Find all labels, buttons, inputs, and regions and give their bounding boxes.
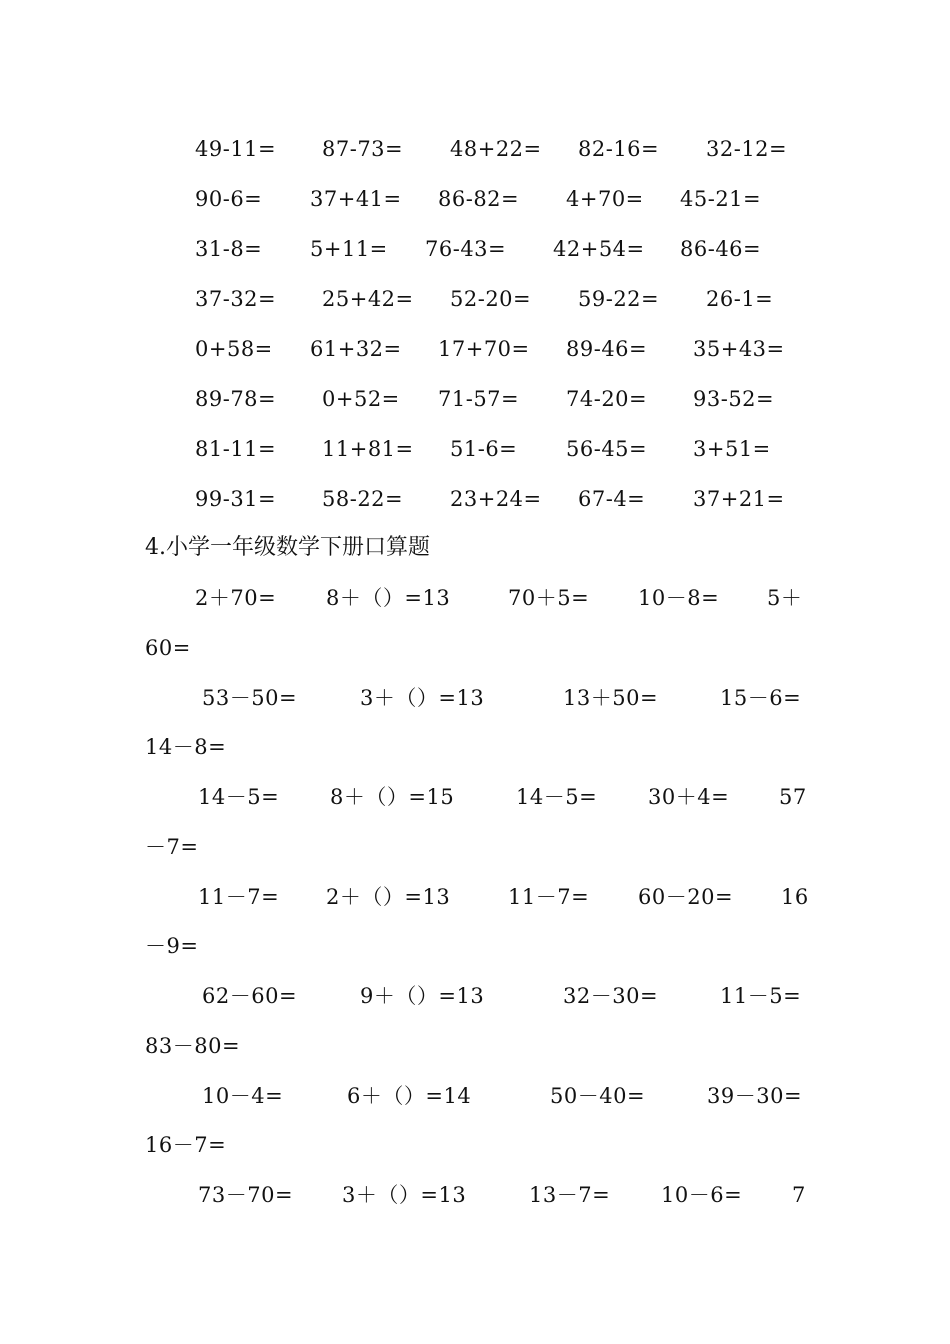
- problem-item: 4+70=: [566, 187, 644, 211]
- problem-item: 5＋: [767, 586, 803, 610]
- problem-item: 59-22=: [578, 287, 660, 311]
- problem-item: 16: [781, 885, 809, 909]
- problem-item: 32－30=: [563, 984, 659, 1008]
- problem-item: 70＋5=: [508, 586, 590, 610]
- problem-row: [0, 732, 950, 772]
- problem-row: [0, 931, 950, 971]
- problem-item: 76-43=: [425, 237, 507, 261]
- problem-item: －9=: [145, 934, 199, 958]
- problem-row: [0, 882, 950, 922]
- problem-row: [0, 1081, 950, 1121]
- problem-item: 6＋（）=14: [347, 1084, 472, 1108]
- problem-item: 50－40=: [550, 1084, 646, 1108]
- problem-item: 67-4=: [578, 487, 646, 511]
- problem-item: 11+81=: [322, 437, 414, 461]
- problem-item: 37+41=: [310, 187, 402, 211]
- problem-item: 25+42=: [322, 287, 414, 311]
- problem-item: 61+32=: [310, 337, 402, 361]
- problem-item: 86-46=: [680, 237, 762, 261]
- problem-item: 9＋（）=13: [360, 984, 485, 1008]
- problem-item: 56-45=: [566, 437, 648, 461]
- problem-item: 13－7=: [529, 1183, 611, 1207]
- problem-item: 74-20=: [566, 387, 648, 411]
- problem-row: [0, 384, 950, 424]
- problem-row: [0, 334, 950, 374]
- problem-item: 89-78=: [195, 387, 277, 411]
- problem-item: 11－7=: [198, 885, 280, 909]
- problem-item: 51-6=: [450, 437, 518, 461]
- problem-item: 83－80=: [145, 1034, 241, 1058]
- problem-item: 49-11=: [195, 137, 277, 161]
- problem-item: 60=: [145, 636, 191, 660]
- problem-item: 81-11=: [195, 437, 277, 461]
- problem-item: 14－5=: [198, 785, 280, 809]
- problem-row: [0, 484, 950, 524]
- problem-row: [0, 633, 950, 673]
- problem-item: 2＋（）=13: [326, 885, 451, 909]
- problem-item: 23+24=: [450, 487, 542, 511]
- problem-item: 13＋50=: [563, 686, 659, 710]
- problem-item: 42+54=: [553, 237, 645, 261]
- problem-item: 8＋（）=15: [330, 785, 455, 809]
- problem-row: [0, 782, 950, 822]
- problem-row: [0, 134, 950, 174]
- problem-item: 3+51=: [693, 437, 771, 461]
- problem-item: 48+22=: [450, 137, 542, 161]
- problem-item: 57: [779, 785, 807, 809]
- problem-item: 2＋70=: [195, 586, 277, 610]
- problem-item: 71-57=: [438, 387, 520, 411]
- problem-item: 0+52=: [322, 387, 400, 411]
- problem-item: 82-16=: [578, 137, 660, 161]
- problem-item: 93-52=: [693, 387, 775, 411]
- problem-item: 31-8=: [195, 237, 263, 261]
- problem-row: [0, 184, 950, 224]
- problem-item: 15－6=: [720, 686, 802, 710]
- problem-item: 86-82=: [438, 187, 520, 211]
- problem-item: 26-1=: [706, 287, 774, 311]
- problem-row: [0, 832, 950, 872]
- problem-row: [0, 1180, 950, 1220]
- problem-item: －7=: [145, 835, 199, 859]
- problem-item: 45-21=: [680, 187, 762, 211]
- problem-item: 10－6=: [661, 1183, 743, 1207]
- problem-item: 7: [792, 1183, 806, 1207]
- section-heading: 4.小学一年级数学下册口算题: [145, 535, 430, 560]
- problem-item: 3＋（）=13: [342, 1183, 467, 1207]
- problem-item: 0+58=: [195, 337, 273, 361]
- problem-item: 3＋（）=13: [360, 686, 485, 710]
- problem-item: 10－4=: [202, 1084, 284, 1108]
- problem-item: 11－5=: [720, 984, 802, 1008]
- problem-item: 14－8=: [145, 735, 227, 759]
- problem-row: [0, 981, 950, 1021]
- problem-item: 62－60=: [202, 984, 298, 1008]
- problem-item: 10－8=: [638, 586, 720, 610]
- problem-item: 37-32=: [195, 287, 277, 311]
- problem-item: 32-12=: [706, 137, 788, 161]
- problem-item: 60－20=: [638, 885, 734, 909]
- problem-item: 89-46=: [566, 337, 648, 361]
- problem-row: [0, 1031, 950, 1071]
- problem-item: 87-73=: [322, 137, 404, 161]
- problem-item: 17+70=: [438, 337, 530, 361]
- problem-item: 16－7=: [145, 1133, 227, 1157]
- problem-row: [0, 1130, 950, 1170]
- problem-item: 73－70=: [198, 1183, 294, 1207]
- problem-item: 99-31=: [195, 487, 277, 511]
- problem-item: 30＋4=: [648, 785, 730, 809]
- problem-item: 8＋（）=13: [326, 586, 451, 610]
- problem-row: [0, 234, 950, 274]
- problem-row: [0, 583, 950, 623]
- problem-item: 58-22=: [322, 487, 404, 511]
- problem-item: 5+11=: [310, 237, 388, 261]
- problem-item: 37+21=: [693, 487, 785, 511]
- problem-item: 53－50=: [202, 686, 298, 710]
- problem-item: 11－7=: [508, 885, 590, 909]
- problem-row: [0, 683, 950, 723]
- problem-item: 14－5=: [516, 785, 598, 809]
- problem-item: 90-6=: [195, 187, 263, 211]
- problem-row: [0, 284, 950, 324]
- problem-item: 52-20=: [450, 287, 532, 311]
- problem-item: 35+43=: [693, 337, 785, 361]
- problem-row: [0, 434, 950, 474]
- problem-item: 39－30=: [707, 1084, 803, 1108]
